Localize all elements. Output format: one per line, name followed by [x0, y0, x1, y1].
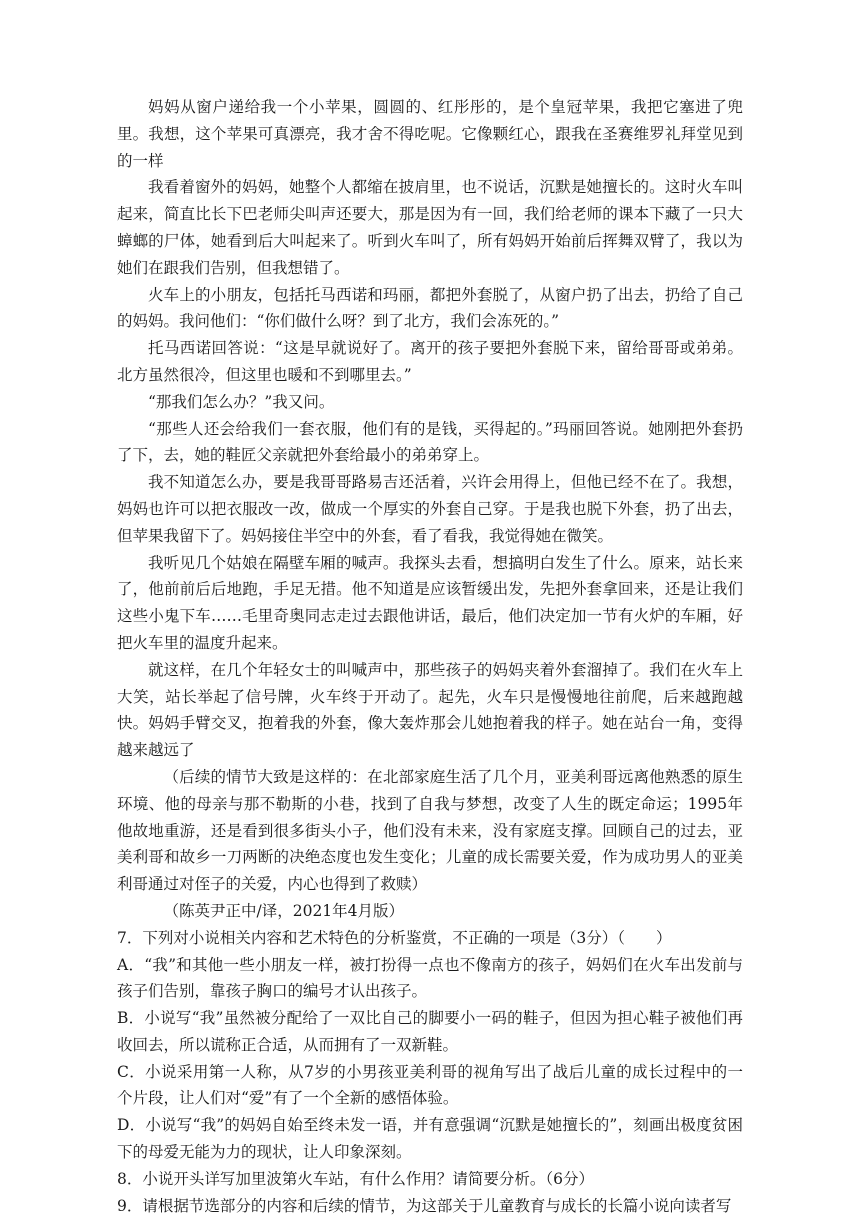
story-paragraph: 我看着窗外的妈妈，她整个人都缩在披肩里，也不说话，沉默是她擅长的。这时火车叫起来，简直比长下巴老师尖叫声还要大，那是因为有一回，我们给老师的课本下藏了一只大蟑螂的尸体，她看到后大叫起来了。听到火车叫了，所有妈妈开始前后挥舞双臂了，我以为她们在跟我们告别，但我想错了。: [117, 178, 743, 277]
question-7: 7．下列对小说相关内容和艺术特色的分析鉴赏，不正确的一项是（3分）（ ）: [117, 928, 672, 947]
question-9: 9．请根据节选部分的内容和后续的情节，为这部关于儿童教育与成长的长篇小说向读者写: [117, 1196, 732, 1215]
question-7-option-b: B．小说写“我”虽然被分配给了一双比自己的脚要小一码的鞋子，但因为担心鞋子被他们再收回去，所以谎称正合适，从而拥有了一双新鞋。: [117, 1009, 743, 1054]
story-paragraph: 托马西诺回答说：“这是早就说好了。离开的孩子要把外套脱下来，留给哥哥或弟弟。北方虽然很冷，但这里也暖和不到哪里去。”: [117, 339, 743, 384]
story-paragraph: 我不知道怎么办，要是我哥哥路易吉还活着，兴许会用得上，但他已经不在了。我想，妈妈也许可以把衣服改一改，做成一个厚实的外套自己穿。于是我也脱下外套，扔了出去，但苹果我留下了。妈妈接住半空中的外套，看了看我，我觉得她在微笑。: [117, 473, 743, 545]
question-7-option-a: A．“我”和其他一些小朋友一样，被打扮得一点也不像南方的孩子，妈妈们在火车出发前与孩子们告别，靠孩子胸口的编号才认出孩子。: [117, 955, 743, 1001]
source-citation: （陈英尹正中/译，2021年4月版）: [163, 901, 405, 920]
question-7-option-d: D．小说写“我”的妈妈自始至终未发一语，并有意强调“沉默是她擅长的”，刻画出极度贫困下的母爱无能为力的现状，让人印象深刻。: [117, 1116, 743, 1162]
story-paragraph: 妈妈从窗户递给我一个小苹果，圆圆的、红彤彤的，是个皇冠苹果，我把它塞进了兜里。我想，这个苹果可真漂亮，我才舍不得吃呢。它像颗红心，跟我在圣赛维罗礼拜堂见到的一样: [117, 98, 743, 170]
story-paragraph: “那些人还会给我们一套衣服，他们有的是钱，买得起的。”玛丽回答说。她刚把外套扔了下，去，她的鞋匠父亲就把外套给最小的弟弟穿上。: [117, 419, 743, 465]
question-7-option-c: C．小说采用第一人称，从7岁的小男孩亚美利哥的视角写出了战后儿童的成长过程中的一个片段，让人们对“爱”有了一个全新的感悟体验。: [117, 1062, 743, 1108]
story-paragraph: “那我们怎么办？”我又问。: [148, 392, 335, 411]
story-paragraph: 火车上的小朋友，包括托马西诺和玛丽，都把外套脱了，从窗户扔了出去，扔给了自己的妈妈。我问他们：“你们做什么呀？到了北方，我们会冻死的。”: [117, 285, 743, 331]
story-paragraph: 就这样，在几个年轻女士的叫喊声中，那些孩子的妈妈夹着外套溜掉了。我们在火车上大笑，站长举起了信号牌，火车终于开动了。起先，火车只是慢慢地往前爬，后来越跑越快。妈妈手臂交叉，抱着我的外套，像大轰炸那会儿她抱着我的样子。她在站台一角，变得越来越远了: [117, 660, 743, 760]
exam-page: [117, 94, 743, 1219]
plot-summary-note: （后续的情节大致是这样的：在北部家庭生活了几个月，亚美利哥远离他熟悉的原生环境、他的母亲与那不勒斯的小巷，找到了自我与梦想，改变了人生的既定命运；1995年他故地重游，还是看到很多街头小子，他们没有未来，没有家庭支撑。回顾自己的过去，亚美利哥和故乡一刀两断的决绝态度也发生变化；儿童的成长需要关爱，作为成功男人的亚美利哥通过对侄子的关爱，内心也得到了救赎）: [117, 767, 743, 894]
story-paragraph: 我听见几个姑娘在隔壁车厢的喊声。我探头去看，想搞明白发生了什么。原来，站长来了，他前前后后地跑，手足无措。他不知道是应该暂缓出发，先把外套拿回来，还是让我们这些小鬼下车……毛里奇奥同志走过去跟他讲话，最后，他们决定加一节有火炉的车厢，好把火车里的温度升起来。: [117, 553, 743, 652]
question-8: 8．小说开头详写加里波第火车站，有什么作用？请简要分析。（6分）: [117, 1169, 594, 1188]
